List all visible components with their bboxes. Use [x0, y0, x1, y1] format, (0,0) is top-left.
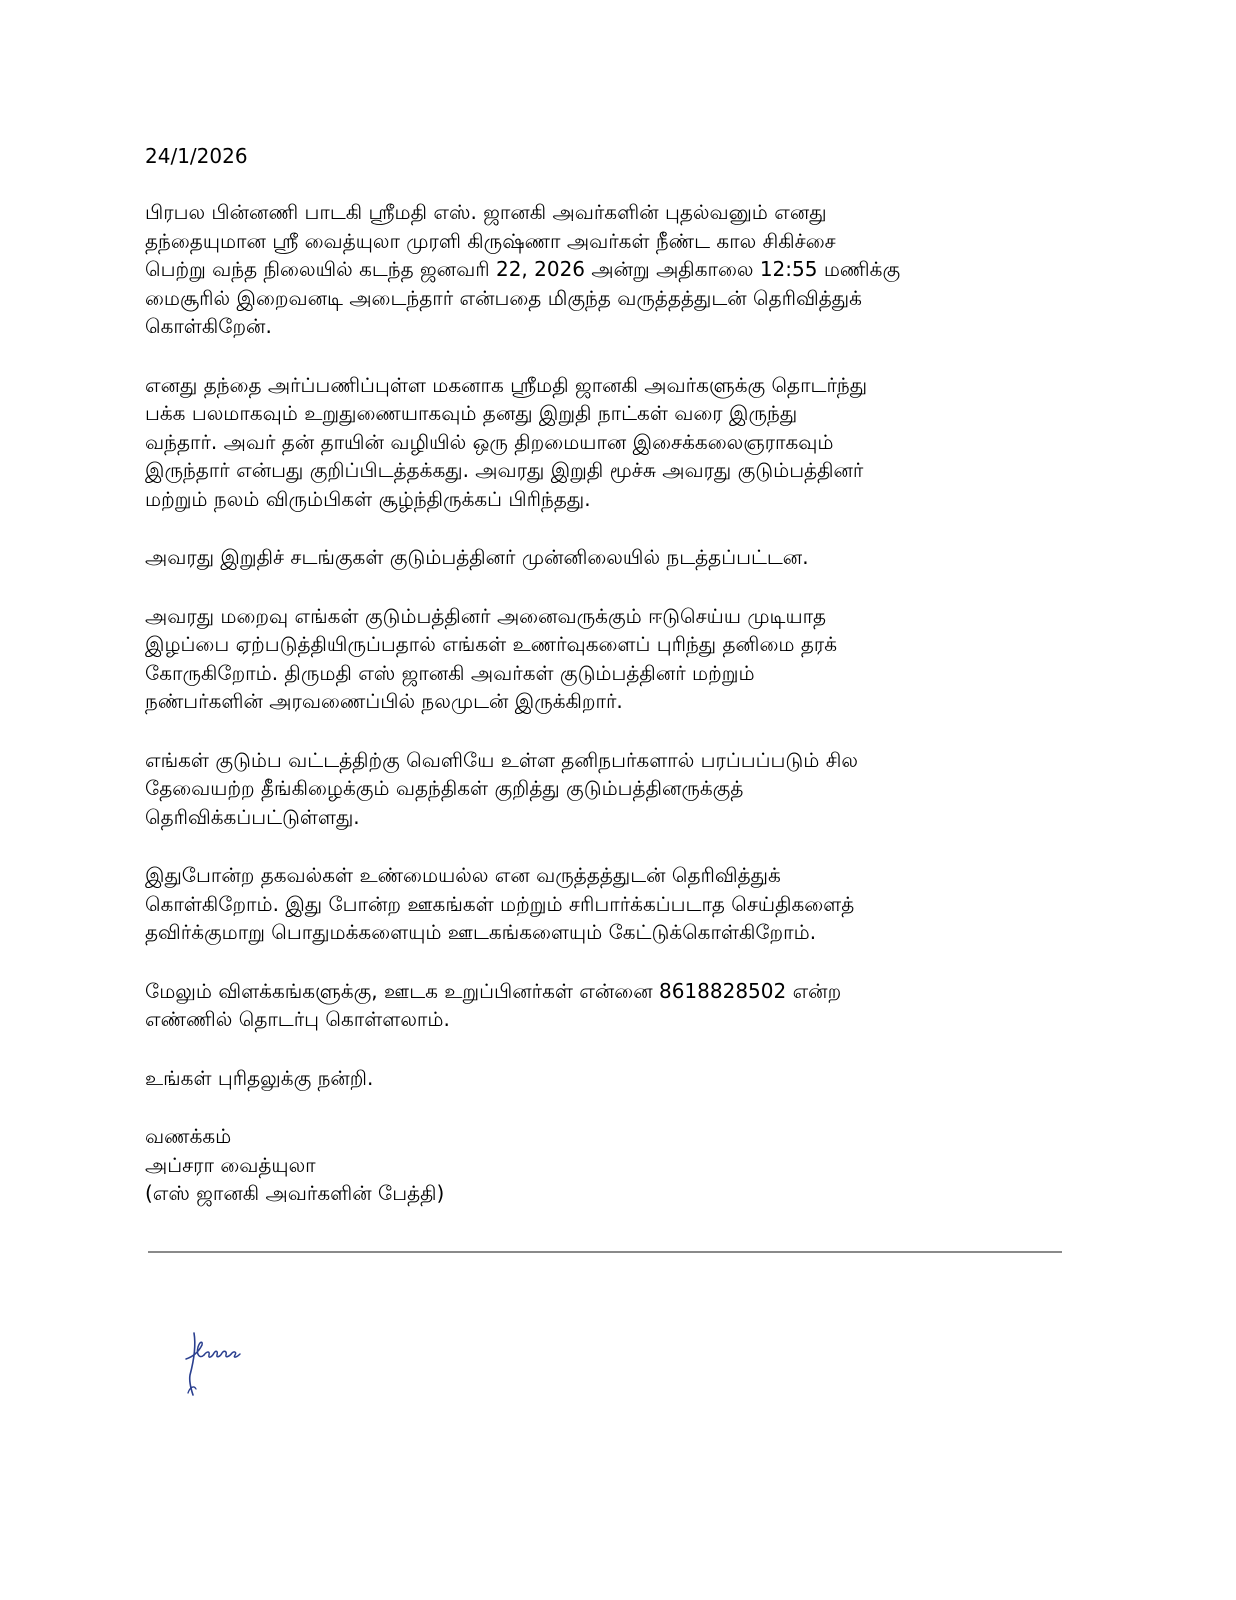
- text-line: தேவையற்ற தீங்கிழைக்கும் வதந்திகள் குறித்து குடும்பத்தினருக்குத்: [145, 776, 744, 800]
- paragraph-privacy: [145, 602, 1085, 716]
- text-line: பிரபல பின்னணி பாடகி ஸ்ரீமதி எஸ். ஜானகி அவர்களின் புதல்வனும் எனது: [145, 200, 827, 224]
- text-line: தெரிவிக்கப்பட்டுள்ளது.: [145, 804, 360, 829]
- closing-block: [145, 1122, 1085, 1208]
- text-line: இருந்தார் என்பது குறிப்பிடத்தக்கது. அவரது இறுதி மூச்சு அவரது குடும்பத்தினர்: [145, 458, 864, 482]
- closing-salutation: வணக்கம்: [145, 1124, 232, 1148]
- paragraph-clarification: [145, 861, 1085, 947]
- text-line: இதுபோன்ற தகவல்கள் உண்மையல்ல என வருத்தத்துடன் தெரிவித்துக்: [145, 863, 781, 887]
- text-line: மற்றும் நலம் விரும்பிகள் சூழ்ந்திருக்கப் பிரிந்தது.: [145, 486, 591, 511]
- text-line: கோருகிறோம். திருமதி எஸ் ஜானகி அவர்கள் குடும்பத்தினர் மற்றும்: [145, 660, 755, 685]
- sender-name: அப்சரா வைத்யுலா: [145, 1152, 316, 1177]
- paragraph-rumours: [145, 746, 1085, 832]
- paragraph-announcement: [145, 198, 1085, 341]
- text-line: தவிர்க்குமாறு பொதுமக்களையும் ஊடகங்களையும் கேட்டுக்கொள்கிறோம்.: [145, 920, 817, 944]
- paragraph-thanks: [145, 1064, 1085, 1093]
- text-line: எண்ணில் தொடர்பு கொள்ளலாம்.: [145, 1007, 450, 1031]
- text-line: கொள்கிறேன்.: [145, 314, 272, 338]
- text-line: தந்தையுமான ஸ்ரீ வைத்யுலா முரளி கிருஷ்ணா அவர்கள் நீண்ட கால சிகிச்சை: [145, 228, 836, 253]
- text-line: எங்கள் குடும்ப வட்டத்திற்கு வெளியே உள்ள தனிநபர்களால் பரப்பப்படும் சில: [145, 747, 858, 772]
- text-line: வந்தார். அவர் தன் தாயின் வழியில் ஒரு திறமையான இசைக்கலைஞராகவும்: [145, 429, 834, 454]
- text-line: மைசூரில் இறைவனடி அடைந்தார் என்பதை மிகுந்த வருத்தத்துடன் தெரிவித்துக்: [145, 285, 862, 310]
- text-line: நண்பர்களின் அரவணைப்பில் நலமுடன் இருக்கிறார்.: [145, 689, 623, 713]
- letter-date: 24/1/2026: [145, 144, 248, 168]
- paragraph-funeral: [145, 543, 1085, 572]
- text-line: பக்க பலமாகவும் உறுதுணையாகவும் தனது இறுதி நாட்கள் வரை இருந்து: [145, 401, 798, 425]
- text-line: உங்கள் புரிதலுக்கு நன்றி.: [145, 1065, 374, 1090]
- text-line: இழப்பை ஏற்படுத்தியிருப்பதால் எங்கள் உணர்வுகளைப் புரிந்து தனிமை தரக்: [145, 632, 837, 656]
- text-line: கொள்கிறோம். இது போன்ற ஊகங்கள் மற்றும் சரிபார்க்கப்படாத செய்திகளைத்: [145, 891, 855, 916]
- sender-relation: (எஸ் ஜானகி அவர்களின் பேத்தி): [145, 1181, 445, 1205]
- text-line: பெற்று வந்த நிலையில் கடந்த ஜனவரி 22, 2026 அன்று அதிகாலை 12:55 மணிக்கு: [145, 257, 901, 281]
- letter-body: [145, 198, 1085, 1208]
- text-line: அவரது இறுதிச் சடங்குகள் குடும்பத்தினர் முன்னிலையில் நடத்தப்பட்டன.: [145, 545, 809, 569]
- text-line: அவரது மறைவு எங்கள் குடும்பத்தினர் அனைவருக்கும் ஈடுசெய்ய முடியாத: [145, 603, 827, 628]
- text-line: எனது தந்தை அர்ப்பணிப்புள்ள மகனாக ஸ்ரீமதி ஜானகி அவர்களுக்கு தொடர்ந்து: [145, 372, 868, 397]
- text-line: மேலும் விளக்கங்களுக்கு, ஊடக உறுப்பினர்கள் என்னை 8618828502 என்ற: [145, 978, 842, 1003]
- handwritten-signature: [180, 1315, 250, 1400]
- horizontal-rule: [148, 1251, 1062, 1253]
- paragraph-tribute: [145, 371, 1085, 514]
- paragraph-contact: [145, 977, 1085, 1034]
